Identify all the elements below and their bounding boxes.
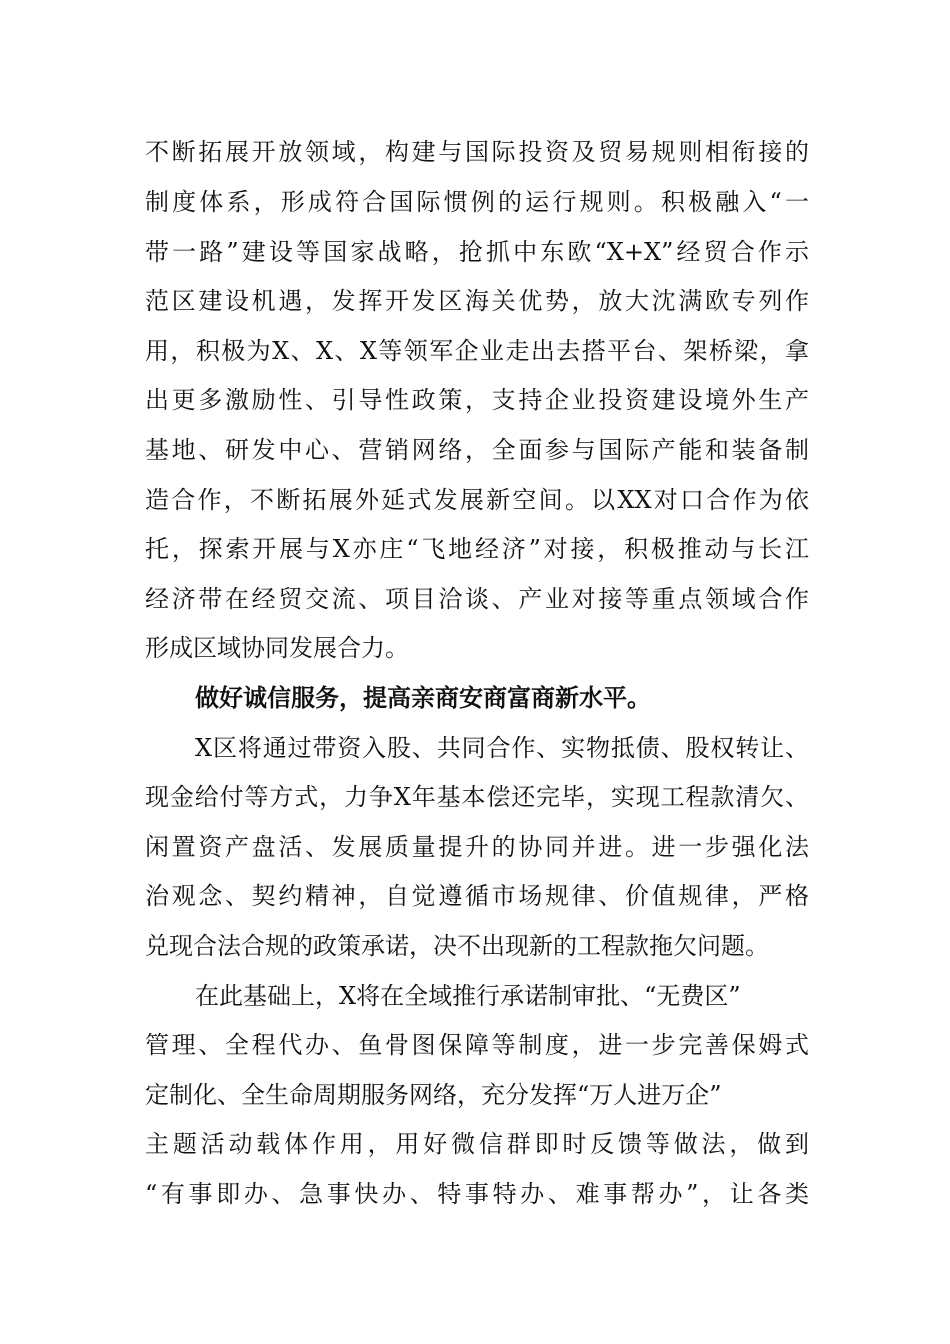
paragraph-1-line-6: 出更多激励性、引导性政策，支持企业投资建设境外生产 [145,386,809,414]
paragraph-1-line-5: 用，积极为X、X、X等领军企业走出去搭平台、架桥梁，拿 [145,337,809,365]
paragraph-1-line-9: 托，探索开展与X亦庄“飞地经济”对接，积极推动与长江 [145,535,809,563]
paragraph-1-line-3: 带一路”建设等国家战略，抢抓中东欧“X+X”经贸合作示 [145,238,809,266]
paragraph-3-line-2: 管理、全程代办、鱼骨图保障等制度，进一步完善保姆式 [145,1031,809,1059]
paragraph-2-line-3: 闲置资产盘活、发展质量提升的协同并进。进一步强化法 [145,833,809,861]
paragraph-1-line-10: 经济带在经贸交流、项目洽谈、产业对接等重点领域合作 [145,585,809,613]
paragraph-2-line-1: X区将通过带资入股、共同合作、实物抵债、股权转让、 [195,734,809,762]
paragraph-1-line-7: 基地、研发中心、营销网络，全面参与国际产能和装备制 [145,436,809,464]
paragraph-3-line-4: 主题活动载体作用，用好微信群即时反馈等做法，做到 [145,1130,809,1158]
paragraph-1-line-8: 造合作，不断拓展外延式发展新空间。以XX对口合作为依 [145,486,809,514]
paragraph-1-line-11: 形成区域协同发展合力。 [145,634,409,662]
paragraph-3-line-5: “有事即办、急事快办、特事特办、难事帮办”，让各类 [145,1180,809,1208]
paragraph-3-line-3: 定制化、全生命周期服务网络，充分发挥“万人进万企” [145,1081,722,1109]
paragraph-2-line-4: 治观念、契约精神，自觉遵循市场规律、价值规律，严格 [145,882,809,910]
paragraph-1-line-2: 制度体系，形成符合国际惯例的运行规则。积极融入“一 [145,188,809,216]
paragraph-3-line-1: 在此基础上，X将在全域推行承诺制审批、“无费区” [195,982,741,1010]
paragraph-1-line-4: 范区建设机遇，发挥开发区海关优势，放大沈满欧专列作 [145,287,809,315]
paragraph-2-line-5: 兑现合法合规的政策承诺，决不出现新的工程款拖欠问题。 [145,932,769,960]
paragraph-2-line-2: 现金给付等方式，力争X年基本偿还完毕，实现工程款清欠、 [145,783,809,811]
paragraph-1-line-1: 不断拓展开放领域，构建与国际投资及贸易规则相衔接的 [145,138,809,166]
section-heading: 做好诚信服务，提高亲商安商富商新水平。 [195,684,651,712]
